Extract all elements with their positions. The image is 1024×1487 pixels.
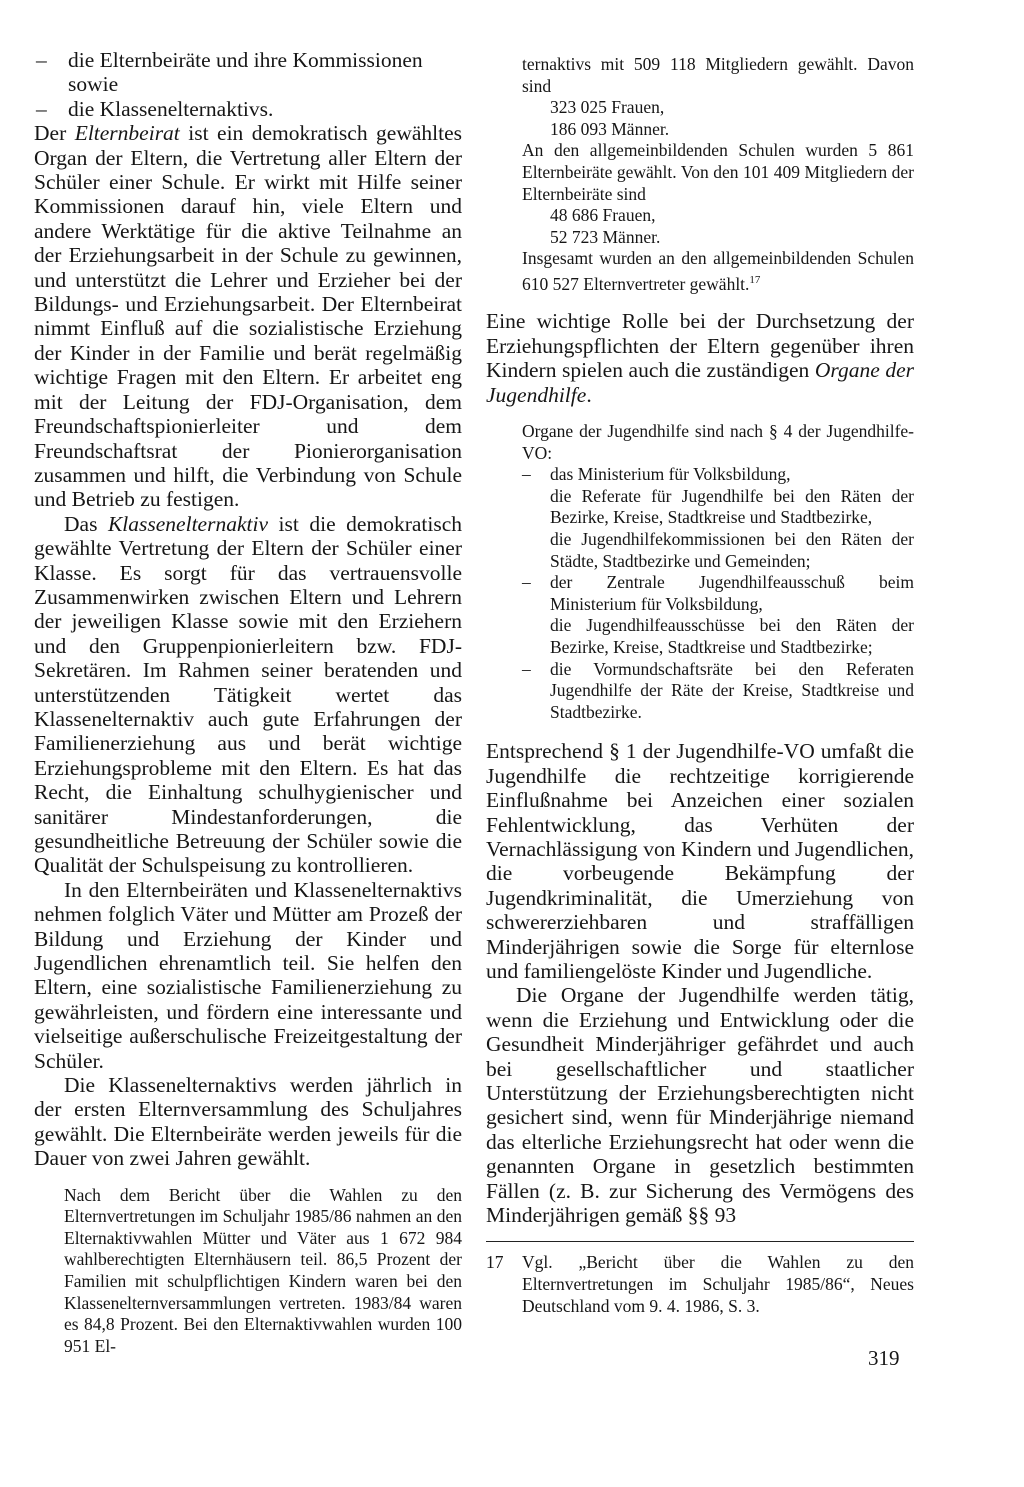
list-item: – die Klassenelternaktivs.: [36, 96, 274, 121]
paragraph-elections: Die Klassenelternaktivs werden jährlich in der ersten Elternversammlung des Schuljahres gewählt. Die Elternbeiräte werden jeweils für die Dauer von zwei Jahren gewählt.: [34, 1073, 462, 1171]
term-elternbeirat: Elternbeirat: [74, 121, 180, 146]
paragraph-participation: In den Elternbeiräten und Klassenelternaktivs nehmen folglich Väter und Mütter am Prozeß der Bildung und Erziehung der Kinder und Jugendlichen ehrenamtlich teil. Sie helfen den Eltern, eine sozialistische Familienerziehung zu gewährleisten, und fördern eine interessante und vielseitige außerschulische Freizeitgestaltung der Schüler.: [34, 877, 462, 1073]
paragraph-jugendhilfe-scope: Entsprechend § 1 der Jugendhilfe-VO umfaßt die Jugendhilfe die rechtzeitige korrigierende Einflußnahme bei Anzeichen einer sozialen Fehlentwicklung, das Verhüten der Vernachlässigung von Kindern und Jugendlichen, die vorbeugende Bekämpfung der Jugendkriminalität, die Umerziehung von schwererziehbaren und straffälligen Minderjährigen sowie die Sorge für elternlose und familiengelöste Kinder und Jugendliche.: [486, 739, 914, 983]
list-item: – die Elternbeiräte und ihre Kommissionen sowie: [36, 48, 423, 97]
parent-bodies-list: [34, 48, 462, 121]
right-column: [486, 54, 914, 1317]
list-item: – das Ministerium für Volksbildung, die Referate für Jugendhilfe bei den Räten der Bezirke, Kreise, Stadtkreise und Stadtbezirke, die Jugendhilfekommissionen bei den Räten der Städte, Stadtbezirke und Gemeinden;: [522, 464, 914, 571]
paragraph-klassenelternaktiv: Das Klassenelternaktiv ist die demokratisch gewählte Vertretung der Eltern der Schüler einer Klasse. Es sorgt für das vertrauensvolle Zusammenwirken zwischen Eltern und Lehrern der jeweiligen Klasse sowie mit den Erziehern und den Gruppenpionierleitern bzw. FDJ-Sekretären. Im Rahmen seiner beratenden und unterstützenden Tätigkeit wertet das Klassenelternaktiv auch gute Erfahrungen der Familienerziehung aus und berät wichtige Erziehungsprobleme mit den Eltern. Es hat das Recht, die Einhaltung schulhygienischer und sanitärer Mindestanforderungen, die gesundheitliche Betreuung der Schüler sowie die Qualität der Schulspeisung zu kontrollieren.: [34, 511, 462, 878]
term-klassenelternaktiv: Klassenelternaktiv: [107, 511, 268, 536]
election-report-note-continued: ternaktivs mit 509 118 Mitgliedern gewählt. Davon sind 323 025 Frauen, 186 093 Männer. An den allgemeinbildenden Schulen wurden 5 861 Elternbeiräte gewählt. Von den 101 409 Mitgliedern der Elternbeiräte sind 48 686 Frauen, 52 723 Männer. Insgesamt wurden an den allgemeinbildenden Schulen 610 527 Elternvertreter gewählt.$^{17}$: [522, 54, 914, 294]
term-organe-der-jugendhilfe: Organe der Jugendhilfe: [486, 358, 914, 407]
paragraph-elternbeirat: Der Elternbeirat ist ein demokratisch gewähltes Organ der Eltern, die Vertretung aller Eltern der Schüler einer Schule. Er wirkt mit Hilfe seiner Kommissionen darauf hin, viele Eltern und andere Werktätige für die aktive Teilnahme an der Erziehungsarbeit in der Schule zu gewinnen, und unterstützt die Lehrer und Erzieher bei der Bildungs- und Erziehungsarbeit. Der Elternbeirat nimmt Einfluß auf die sozialistische Erziehung der Kinder in der Familie und berät regelmäßig wichtige Fragen mit den Eltern. Er arbeitet eng mit der Leitung der FDJ-Organisation, dem Freundschaftspionierleiter und dem Freundschaftsrat der Pionierorganisation zusammen und hilft, die Verbindung von Schule und Betrieb zu festigen.: [34, 121, 462, 512]
paragraph-jugendhilfe-role: Eine wichtige Rolle bei der Durchsetzung der Erziehungspflichten der Eltern gegenüber ihren Kindern spielen auch die zuständigen Organe der Jugendhilfe.: [486, 309, 914, 407]
footnote-reference: 17: [749, 273, 761, 286]
page-number: 319: [868, 1346, 900, 1370]
list-item: – die Vormundschaftsräte bei den Referaten Jugendhilfe der Räte der Kreise, Stadtkreise und Stadtbezirke.: [522, 658, 914, 722]
election-report-note: Nach dem Bericht über die Wahlen zu den Elternvertretungen im Schuljahr 1985/86 nahmen an den Elternaktivwahlen Mütter und Väter aus 1 672 984 wahlberechtigten Elternhäusern teil. 86,5 Prozent der Familien mit schulpflichtigen Kindern waren bei den Klassenelternversammlungen vertreten. 1983/84 waren es 84,8 Prozent. Bei den Elternaktivwahlen wurden 100 951 El-: [64, 1184, 462, 1356]
footnote-separator: [486, 1241, 914, 1242]
footnote: 17 Vgl. „Bericht über die Wahlen zu den Elternvertretungen im Schuljahr 1985/86“, Neues Deutschland vom 9. 4. 1986, S. 3.: [486, 1252, 914, 1316]
left-column: [34, 48, 462, 1357]
list-item: – der Zentrale Jugendhilfeausschuß beim Ministerium für Volksbildung, die Jugendhilfeausschüsse bei den Räten der Bezirke, Kreise, Stadtkreise und Stadtbezirke;: [522, 572, 914, 657]
jugendhilfe-organs-note: Organe der Jugendhilfe sind nach § 4 der Jugendhilfe-VO: – das Ministerium für Volksbildung, die Referate für Jugendhilfe bei den Räten der Bezirke, Kreise, Stadtkreise und Stadtbezirke, die Jugendhilfekommissionen bei den Räten der Städte, Stadtbezirke und Gemeinden; – der Zentrale Jugendhilfeausschuß beim Ministerium für Volksbildung, die Jugendhilfeausschüsse bei den Räten der Bezirke, Kreise, Stadtkreise und Stadtbezirke; – die Vormundschaftsräte bei den Referaten Jugendhilfe der Räte der Kreise, Stadtkreise und Stadtbezirke.: [522, 420, 914, 722]
paragraph-jugendhilfe-action: Die Organe der Jugendhilfe werden tätig, wenn die Erziehung und Entwicklung oder die Gesundheit Minderjähriger gefährdet und auch bei gesellschaftlicher und staatlicher Unterstützung der Erziehungsberechtigten nicht gesichert sind, wenn für Minderjährige niemand das elterliche Erziehungsrecht hat oder wenn die genannten Organe in gesetzlich bestimmten Fällen (z. B. zur Sicherung des Vermögens des Minderjährigen gemäß §§ 93: [486, 983, 914, 1228]
